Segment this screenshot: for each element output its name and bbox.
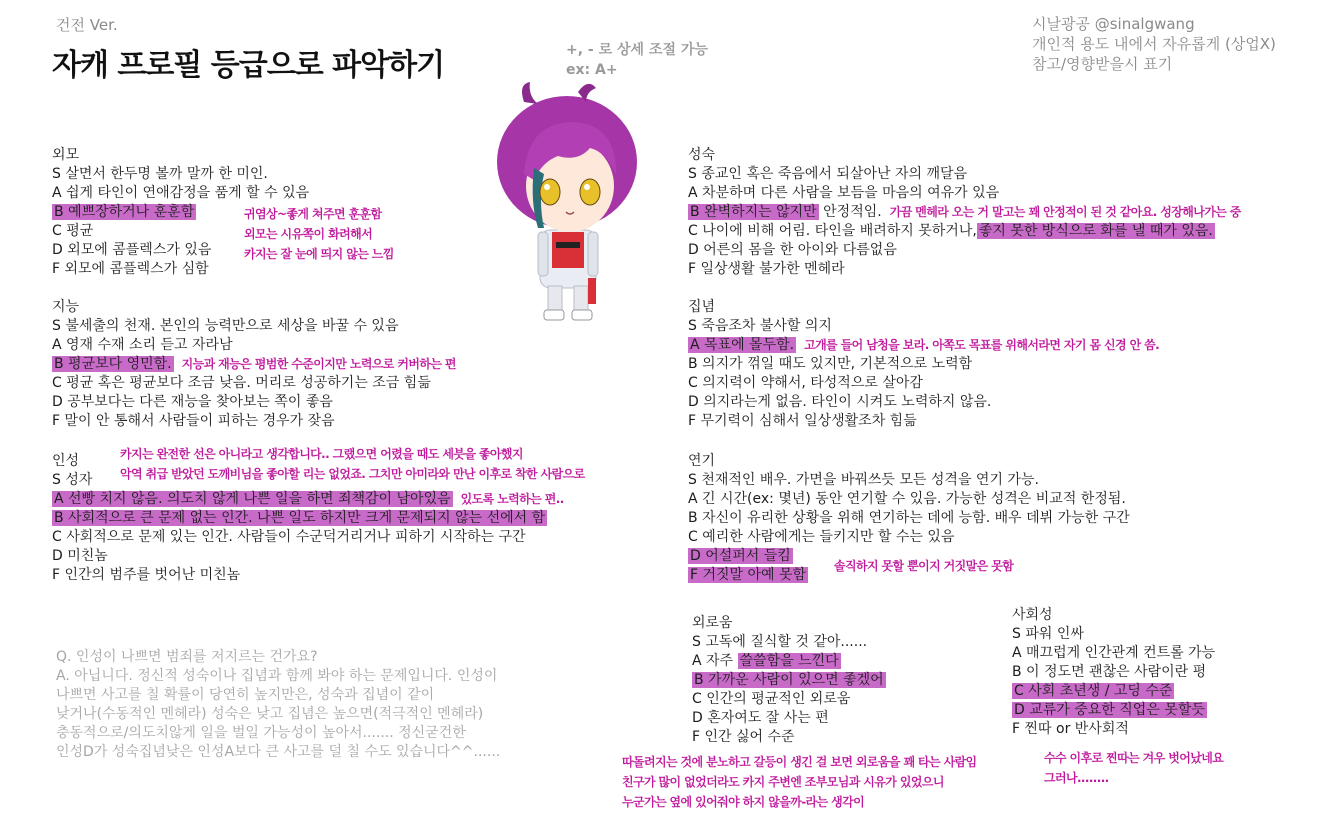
section-title: 성숙 [688,147,716,163]
qa-line: 낮거나(수동적인 멘헤라) 성숙은 낮고 집념은 높으면(적극적인 멘헤라) [56,706,484,722]
appearance-note [244,204,394,264]
grade-a: A 쉽게 타인이 연애감정을 품게 할 수 있음 [52,185,310,201]
qa-block [56,648,500,762]
grade-d-highlight: D 어설퍼서 들킴 [690,548,791,564]
grade-d-highlight: D 교류가 중요한 직업은 못할듯 [1014,702,1205,718]
grade-b: B 이 정도면 괜찮은 사람이란 평 [1012,664,1207,680]
section-title: 지능 [52,299,80,315]
credit-line: 개인적 용도 내에서 자유롭게 (상업X) [1032,35,1276,53]
qa-line: Q. 인성이 나쁘면 범죄를 저지르는 건가요? [56,649,318,665]
grade-s: S 죽음조차 불사할 의지 [688,318,832,334]
loneliness-note [622,752,977,812]
grade-b-highlight: B 사회적으로 큰 문제 없는 인간. 나쁜 일도 하지만 크게 문제되지 않는 선에서 함 [54,510,546,526]
hint-line: ex: A+ [566,62,618,78]
grade-d: D 의지라는게 없음. 타인이 시켜도 노력하지 않음. [688,394,992,410]
section-title: 집념 [688,299,716,315]
grade-b-highlight: B 완벽하지는 않지만 [690,204,817,220]
grade-c-highlight: 좋지 못한 방식으로 화를 낼 때가 있음. [978,223,1213,239]
grade-c: C 평균 [52,223,94,239]
qa-line: 충동적으로/의도치않게 일을 벌일 가능성이 높아서....... 정신굳건한 [56,725,466,741]
grade-b-highlight: B 가까운 사람이 있으면 좋겠어 [694,672,884,688]
version-label: 건전 Ver. [56,16,118,34]
grade-d: D 미친놈 [52,548,108,564]
grade-f: F 말이 안 통해서 사람들이 피하는 경우가 잦음 [52,413,335,429]
tenacity-note: 고개를 들어 남청을 보라. 아쪽도 목표를 위해서라면 자기 몸 신경 안 씀. [804,338,1160,352]
grade-c: C 나이에 비해 어림. 타인을 배려하지 못하거나, [688,223,977,239]
grade-a: A 매끄럽게 인간관계 컨트롤 가능 [1012,645,1216,661]
qa-line: 나쁘면 사고를 칠 확률이 당연히 높지만은, 성숙과 집념이 같이 [56,687,435,703]
grade-f: F 무기력이 심해서 일상생활조차 힘듦 [688,413,917,429]
section-title: 외모 [52,147,80,163]
grade-c: C 평균 혹은 평균보다 조금 낮음. 머리로 성공하기는 조금 힘듦 [52,375,431,391]
grade-d: D 혼자여도 잘 사는 편 [692,710,829,726]
adjust-hint [566,40,708,80]
grade-a: A 영재 수재 소리 듣고 자라남 [52,337,233,353]
note-line: 외모는 시유쪽이 화려해서 [244,227,373,241]
maturity-section [688,146,1241,279]
grade-b-highlight: B 평균보다 영민함. [54,356,172,372]
grade-b: B 자신이 유리한 상황을 위해 연기하는 데에 능함. 배우 데뷔 가능한 구간 [688,510,1130,526]
chibi-character-illustration [478,82,656,322]
grade-b: B 의지가 꺾일 때도 있지만, 기본적으로 노력함 [688,356,973,372]
grade-a-highlight: A 목표에 몰두함. [690,337,795,353]
grade-f: F 찐따 or 반사회적 [1012,721,1129,737]
grade-f: F 인간의 범주를 벗어난 미친놈 [52,567,241,583]
grade-s: S 천재적인 배우. 가면을 바꿔쓰듯 모든 성격을 연기 가능. [688,472,1039,488]
personality-note-cont: 있도록 노력하는 편.. [460,492,564,506]
grade-d: D 외모에 콤플렉스가 있음 [52,242,212,258]
credit-line: 시날광공 @sinalgwang [1032,15,1195,33]
grade-a: A 긴 시간(ex: 몇년) 동안 연기할 수 있음. 가능한 성격은 비교적 한정됨. [688,491,1126,507]
credit-line: 참고/영향받을시 표기 [1032,55,1173,73]
grade-s: S 성자 [52,472,93,488]
page-title: 자캐 프로필 등급으로 파악하기 [52,48,445,83]
intelligence-section [52,298,456,431]
grade-a: A 차분하며 다른 사람을 보듬을 마음의 여유가 있음 [688,185,1000,201]
grade-d: D 공부보다는 다른 재능을 찾아보는 쪽이 좋음 [52,394,333,410]
grade-c-highlight: C 사회 초년생 / 고딩 수준 [1014,683,1173,699]
loneliness-section [692,614,886,747]
grade-f: F 외모에 콤플렉스가 심함 [52,261,209,277]
grade-a-highlight: A 선빵 치지 않음. 의도치 않게 나쁜 일을 하면 죄책감이 남아있음 [54,491,451,507]
grade-f: F 일상생활 불가한 멘헤라 [688,261,845,277]
note-line: 친구가 많이 없었더라도 카지 주변엔 조부모님과 시유가 있었으니 [622,775,944,789]
section-title: 사회성 [1012,607,1053,623]
grade-s: S 불세출의 천재. 본인의 능력만으로 세상을 바꿀 수 있음 [52,318,399,334]
grade-c: C 의지력이 약해서, 타성적으로 살아감 [688,375,923,391]
grade-f: F 인간 싫어 수준 [692,729,795,745]
grade-b-highlight: B 예쁘장하거나 훈훈함 [54,204,195,220]
note-line: 카지는 완전한 선은 아니라고 생각합니다.. 그랬으면 어렸을 때도 세븟을 좋아했지 [120,447,523,461]
note-line: 누군가는 옆에 있어줘야 하지 않을까-라는 생각이 [622,795,865,809]
sociability-note [1044,748,1223,788]
note-line: 수수 이후로 찐따는 겨우 벗어났네요 [1044,751,1224,765]
grade-c: C 인간의 평균적인 외로움 [692,691,851,707]
hint-line: +, - 로 상세 조절 가능 [566,42,708,58]
sociability-section [1012,606,1215,739]
intelligence-note: 지능과 재능은 평범한 수준이지만 노력으로 커버하는 편 [181,357,456,371]
acting-note: 솔직하지 못할 뿐이지 거짓말은 못함 [834,559,1014,573]
grade-d: D 어른의 몸을 한 아이와 다름없음 [688,242,897,258]
qa-line: A. 아닙니다. 정신적 성숙이나 집념과 함께 봐야 하는 문제입니다. 인성이 [56,668,498,684]
section-title: 외로움 [692,615,733,631]
personality-section [52,452,564,585]
grade-f-highlight: F 거짓말 아예 못함 [690,567,807,583]
maturity-note: 가끔 멘헤라 오는 거 말고는 꽤 안정적이 된 것 같아요. 성장해나가는 중 [889,205,1241,219]
grade-s: S 고독에 질식할 것 같아...... [692,634,868,650]
grade-c: C 예리한 사람에게는 들키지만 할 수는 있음 [688,529,955,545]
grade-a: A 자주 [692,653,738,669]
tenacity-section [688,298,1159,431]
section-title: 연기 [688,453,716,469]
note-line: 귀염상~좋게 쳐주면 훈훈함 [244,207,382,221]
note-line: 카지는 잘 눈에 띄지 않는 느낌 [244,247,394,261]
grade-s: S 파워 인싸 [1012,626,1084,642]
grade-b-rest: 안정적임. [818,204,882,220]
note-line: 그러나........ [1044,771,1109,785]
grade-c: C 사회적으로 문제 있는 인간. 사람들이 수군덕거리거나 피하기 시작하는 구간 [52,529,526,545]
note-line: 악역 취급 받았던 도깨비님을 좋아할 리는 없었죠. 그치만 아미라와 만난 이후로 착한 사람으로 [120,467,585,481]
note-line: 따돌려지는 것에 분노하고 갈등이 생긴 걸 보면 외로움을 꽤 타는 사람임 [622,755,977,769]
grade-s: S 종교인 혹은 죽음에서 되살아난 자의 깨달음 [688,166,968,182]
grade-s: S 살면서 한두명 볼까 말까 한 미인. [52,166,268,182]
credit-block [1032,14,1276,74]
grade-a-highlight: 쓸쓸함을 느낀다 [739,653,839,669]
qa-line: 인성D가 성숙집념낮은 인성A보다 큰 사고를 덜 칠 수도 있습니다^^...... [56,744,501,760]
section-title: 인성 [52,453,80,469]
